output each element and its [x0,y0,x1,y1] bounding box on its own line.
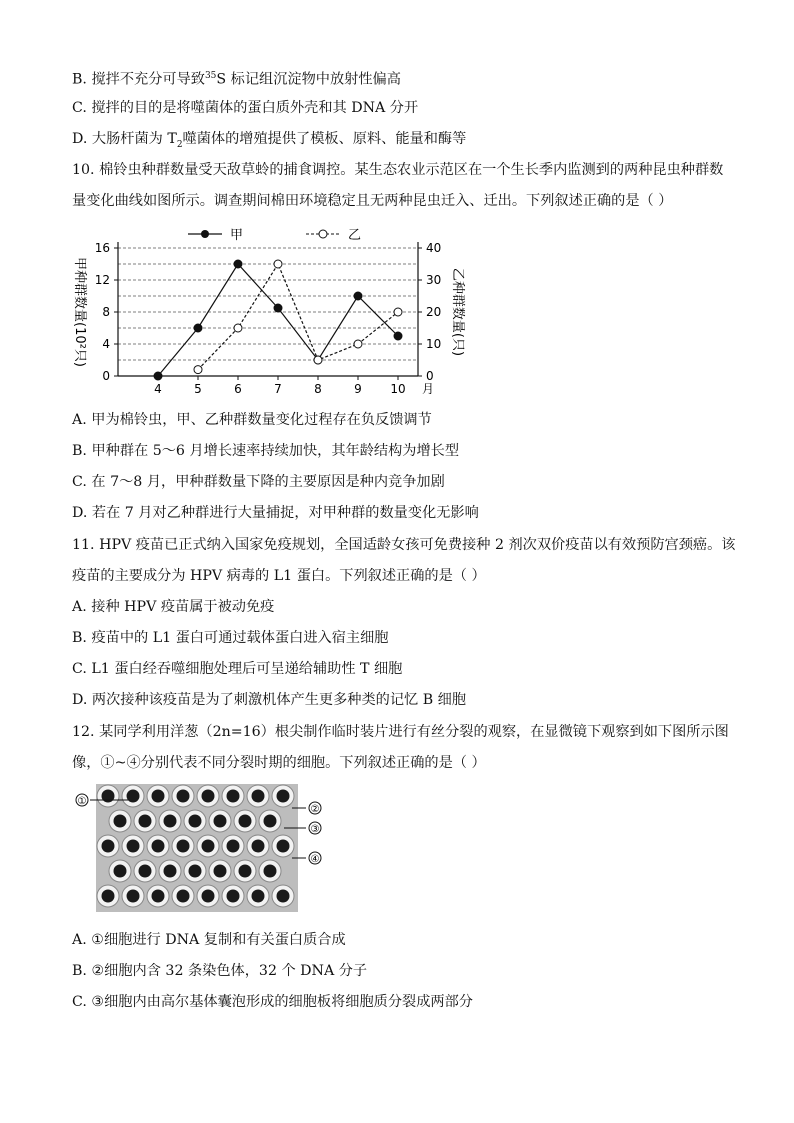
series-line-1 [158,264,398,376]
cell-nucleus [239,815,252,828]
y-left-tick-label: 4 [102,337,110,351]
x-tick-label: 5 [194,382,202,396]
q11-option-a: A. 接种 HPV 疫苗属于被动免疫 [72,599,275,615]
legend-marker-1 [201,230,209,238]
cell-nucleus [227,790,240,803]
y-right-tick-label: 20 [426,305,442,319]
cell-nucleus [114,865,127,878]
q11-option-d: D. 两次接种该疫苗是为了刺激机体产生更多种类的记忆 B 细胞 [72,692,467,708]
cell-nucleus [164,815,177,828]
series-point-2 [354,340,362,348]
y-right-tick-label: 0 [426,369,434,383]
cell-nucleus [202,790,215,803]
cell-nucleus [239,865,252,878]
cell-nucleus [252,840,265,853]
series-point-2 [274,260,282,268]
cell-nucleus [177,790,190,803]
label-3-text: ③ [310,824,320,835]
cell-nucleus [227,890,240,903]
cell-nucleus [102,790,115,803]
q10-option-a: A. 甲为棉铃虫，甲、乙种群数量变化过程存在负反馈调节 [72,412,432,428]
x-unit-label: 月 [422,382,435,396]
label-4-text: ④ [310,854,320,865]
cell-nucleus [214,865,227,878]
q11-stem-line1: 11. HPV 疫苗已正式纳入国家免疫规划，全国适龄女孩可免费接种 2 剂次双价疫苗以有效预防宫颈癌。该 [72,537,736,553]
cell-nucleus [139,815,152,828]
q12-stem-line2: 像，①~④分别代表不同分裂时期的细胞。下列叙述正确的是（ ） [72,755,486,771]
y-right-tick-label: 30 [426,273,442,287]
legend-label-2: 乙 [348,228,362,243]
q11-option-c: C. L1 蛋白经吞噬细胞处理后可呈递给辅助性 T 细胞 [72,661,403,677]
cell-nucleus [202,840,215,853]
q11-option-b: B. 疫苗中的 L1 蛋白可通过载体蛋白进入宿主细胞 [72,630,389,646]
series-point-2 [394,308,402,316]
x-tick-label: 7 [274,382,282,396]
q10-stem-line2: 量变化曲线如图所示。调查期间棉田环境稳定且无两种昆虫迁入、迁出。下列叙述正确的是（ ） [72,193,673,209]
y-right-axis-label: 乙种群数量(只) [450,267,465,357]
series-point-1 [274,304,282,312]
cell-nucleus [277,840,290,853]
population-line-chart [60,222,470,402]
series-point-2 [194,366,202,374]
label-2-text: ② [310,804,320,815]
cell-nucleus [252,790,265,803]
q9b-text: B. 搅拌不充分可导致 [72,71,205,88]
q11-stem-line2: 疫苗的主要成分为 HPV 病毒的 L1 蛋白。下列叙述正确的是（ ） [72,568,486,584]
cell-nucleus [214,815,227,828]
q10-option-d: D. 若在 7 月对乙种群进行大量捕捉，对甲种群的数量变化无影响 [72,505,479,521]
x-tick-label: 10 [390,382,406,396]
cell-nucleus [102,840,115,853]
series-point-1 [194,324,202,332]
x-tick-label: 6 [234,382,242,396]
cell-nucleus [177,890,190,903]
cell-nucleus [277,890,290,903]
q9d-text: D. 大肠杆菌为 T [72,131,177,147]
q9d-rest: 噬菌体的增殖提供了模板、原料、能量和酶等 [182,131,467,147]
q12-stem-line1: 12. 某同学利用洋葱（2n=16）根尖制作临时装片进行有丝分裂的观察，在显微镜下观察到如下图所示图 [72,724,729,740]
y-left-axis-label: 甲种群数量(10²只) [72,257,87,367]
cell-nucleus [114,815,127,828]
cell-nucleus [189,815,202,828]
cell-nucleus [139,865,152,878]
x-tick-label: 9 [354,382,362,396]
q9-option-b [72,66,401,90]
series-point-1 [354,292,362,300]
x-tick-label: 8 [314,382,322,396]
y-left-tick-label: 0 [102,369,110,383]
cell-nucleus [152,840,165,853]
y-left-tick-label: 16 [94,241,110,255]
cell-nucleus [102,890,115,903]
cell-nucleus [189,865,202,878]
cell-nucleus [264,815,277,828]
microscope-image [70,780,350,920]
q9-option-c: C. 搅拌的目的是将噬菌体的蛋白质外壳和其 DNA 分开 [72,100,419,116]
series-point-1 [154,372,162,380]
legend-label-1: 甲 [230,228,244,243]
q12-option-c: C. ③细胞内由高尔基体囊泡形成的细胞板将细胞质分裂成两部分 [72,994,473,1010]
label-1-text: ① [77,796,87,807]
cell-nucleus [227,840,240,853]
cell-nucleus [252,890,265,903]
y-right-tick-label: 40 [426,241,442,255]
q10-stem-line1: 10. 棉铃虫种群数量受天敌草蛉的捕食调控。某生态农业示范区在一个生长季内监测到的两种昆虫种群数 [72,162,724,178]
cell-nucleus [127,890,140,903]
cell-nucleus [152,890,165,903]
cell-nucleus [264,865,277,878]
q9b-sup: 35 [204,71,217,81]
series-point-2 [314,356,322,364]
q9b-rest: S 标记组沉淀物中放射性偏高 [216,71,401,88]
q12-option-a: A. ①细胞进行 DNA 复制和有关蛋白质合成 [72,932,346,948]
cell-nucleus [127,840,140,853]
q9-option-d [72,129,466,155]
series-point-1 [394,332,402,340]
q12-option-b: B. ②细胞内含 32 条染色体，32 个 DNA 分子 [72,963,368,979]
q10-option-c: C. 在 7～8 月，甲种群数量下降的主要原因是种内竞争加剧 [72,474,445,490]
y-left-tick-label: 12 [94,273,110,287]
cell-nucleus [277,790,290,803]
cell-nucleus [152,790,165,803]
y-right-tick-label: 10 [426,337,442,351]
cell-nucleus [164,865,177,878]
q9d-sub: 2 [176,139,183,150]
cell-nucleus [202,890,215,903]
cell-nucleus [127,790,140,803]
x-tick-label: 4 [154,382,162,396]
series-point-1 [234,260,242,268]
y-left-tick-label: 8 [102,305,110,319]
legend-marker-2 [319,230,327,238]
cell-nucleus [177,840,190,853]
q10-option-b: B. 甲种群在 5～6 月增长速率持续加快，其年龄结构为增长型 [72,443,460,459]
series-point-2 [234,324,242,332]
